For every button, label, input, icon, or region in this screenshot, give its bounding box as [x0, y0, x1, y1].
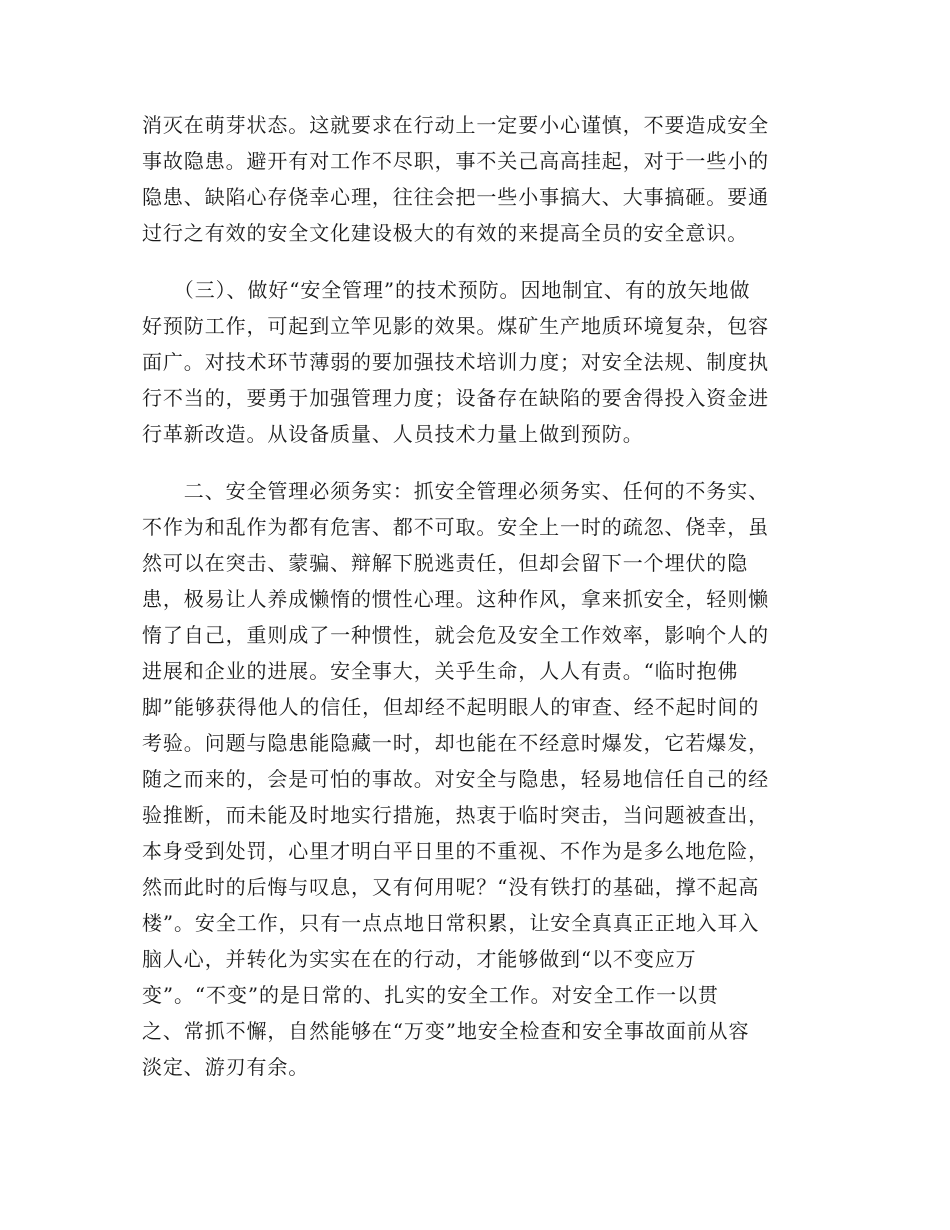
text-line: 面广。对技术环节薄弱的要加强技术培训力度；对安全法规、制度执	[142, 350, 769, 374]
text-line: 然可以在突击、蒙骗、辩解下脱逃责任，但却会留下一个埋伏的隐	[142, 551, 749, 575]
text-line: 楼”。安全工作，只有一点点地日常积累，让安全真真正正地入耳入	[142, 911, 760, 935]
text-line: 隐患、缺陷心存侥幸心理，往往会把一些小事搞大、大事搞砸。要通	[142, 185, 769, 209]
text-line: 脑人心，并转化为实实在在的行动，才能够做到“以不变应万	[142, 947, 697, 971]
text-line: 然而此时的后悔与叹息，又有何用呢？“没有铁打的基础，撑不起高	[142, 875, 760, 899]
text-line: 本身受到处罚，心里才明白平日里的不重视、不作为是多么地危险，	[142, 839, 769, 863]
text-line: 惰了自己，重则成了一种惯性，就会危及安全工作效率，影响个人的	[142, 623, 769, 647]
text-line: 事故隐患。避开有对工作不尽职，事不关己高高挂起，对于一些小的	[142, 149, 769, 173]
text-line: 不作为和乱作为都有危害、都不可取。安全上一时的疏忽、侥幸，虽	[142, 515, 769, 539]
text-line: 随之而来的，会是可怕的事故。对安全与隐患，轻易地信任自己的经	[142, 767, 769, 791]
text-line: 过行之有效的安全文化建设极大的有效的来提高全员的安全意识。	[142, 221, 749, 245]
text-line: 之、常抓不懈，自然能够在“万变”地安全检查和安全事故面前从容	[142, 1019, 750, 1043]
text-line: 变”。“不变”的是日常的、扎实的安全工作。对安全工作一以贯	[142, 983, 719, 1007]
paragraph-1	[142, 107, 822, 251]
text-line: 二、安全管理必须务实：抓安全管理必须务实、任何的不务实、	[142, 479, 769, 503]
text-line: 行革新改造。从设备质量、人员技术力量上做到预防。	[142, 422, 644, 446]
text-line: 考验。问题与隐患能隐藏一时，却也能在不经意时爆发，它若爆发，	[142, 731, 769, 755]
paragraph-2	[142, 272, 822, 452]
text-line: 行不当的，要勇于加强管理力度；设备存在缺陷的要舍得投入资金进	[142, 386, 769, 410]
text-line: 好预防工作，可起到立竿见影的效果。煤矿生产地质环境复杂，包容	[142, 314, 769, 338]
text-line: 脚”能够获得他人的信任，但却经不起明眼人的审查、经不起时间的	[142, 695, 760, 719]
text-line: 患，极易让人养成懒惰的惯性心理。这种作风，拿来抓安全，轻则懒	[142, 587, 769, 611]
paragraph-3	[142, 473, 822, 1085]
text-line: 消灭在萌芽状态。这就要求在行动上一定要小心谨慎，不要造成安全	[142, 113, 769, 137]
text-line: 进展和企业的进展。安全事大，关乎生命，人人有责。“临时抱佛	[142, 659, 739, 683]
text-line: 淡定、游刃有余。	[142, 1055, 310, 1079]
text-line: 验推断，而未能及时地实行措施，热衷于临时突击，当问题被查出，	[142, 803, 769, 827]
text-line: （三）、做好“安全管理”的技术预防。因地制宜、有的放矢地做	[142, 278, 751, 302]
